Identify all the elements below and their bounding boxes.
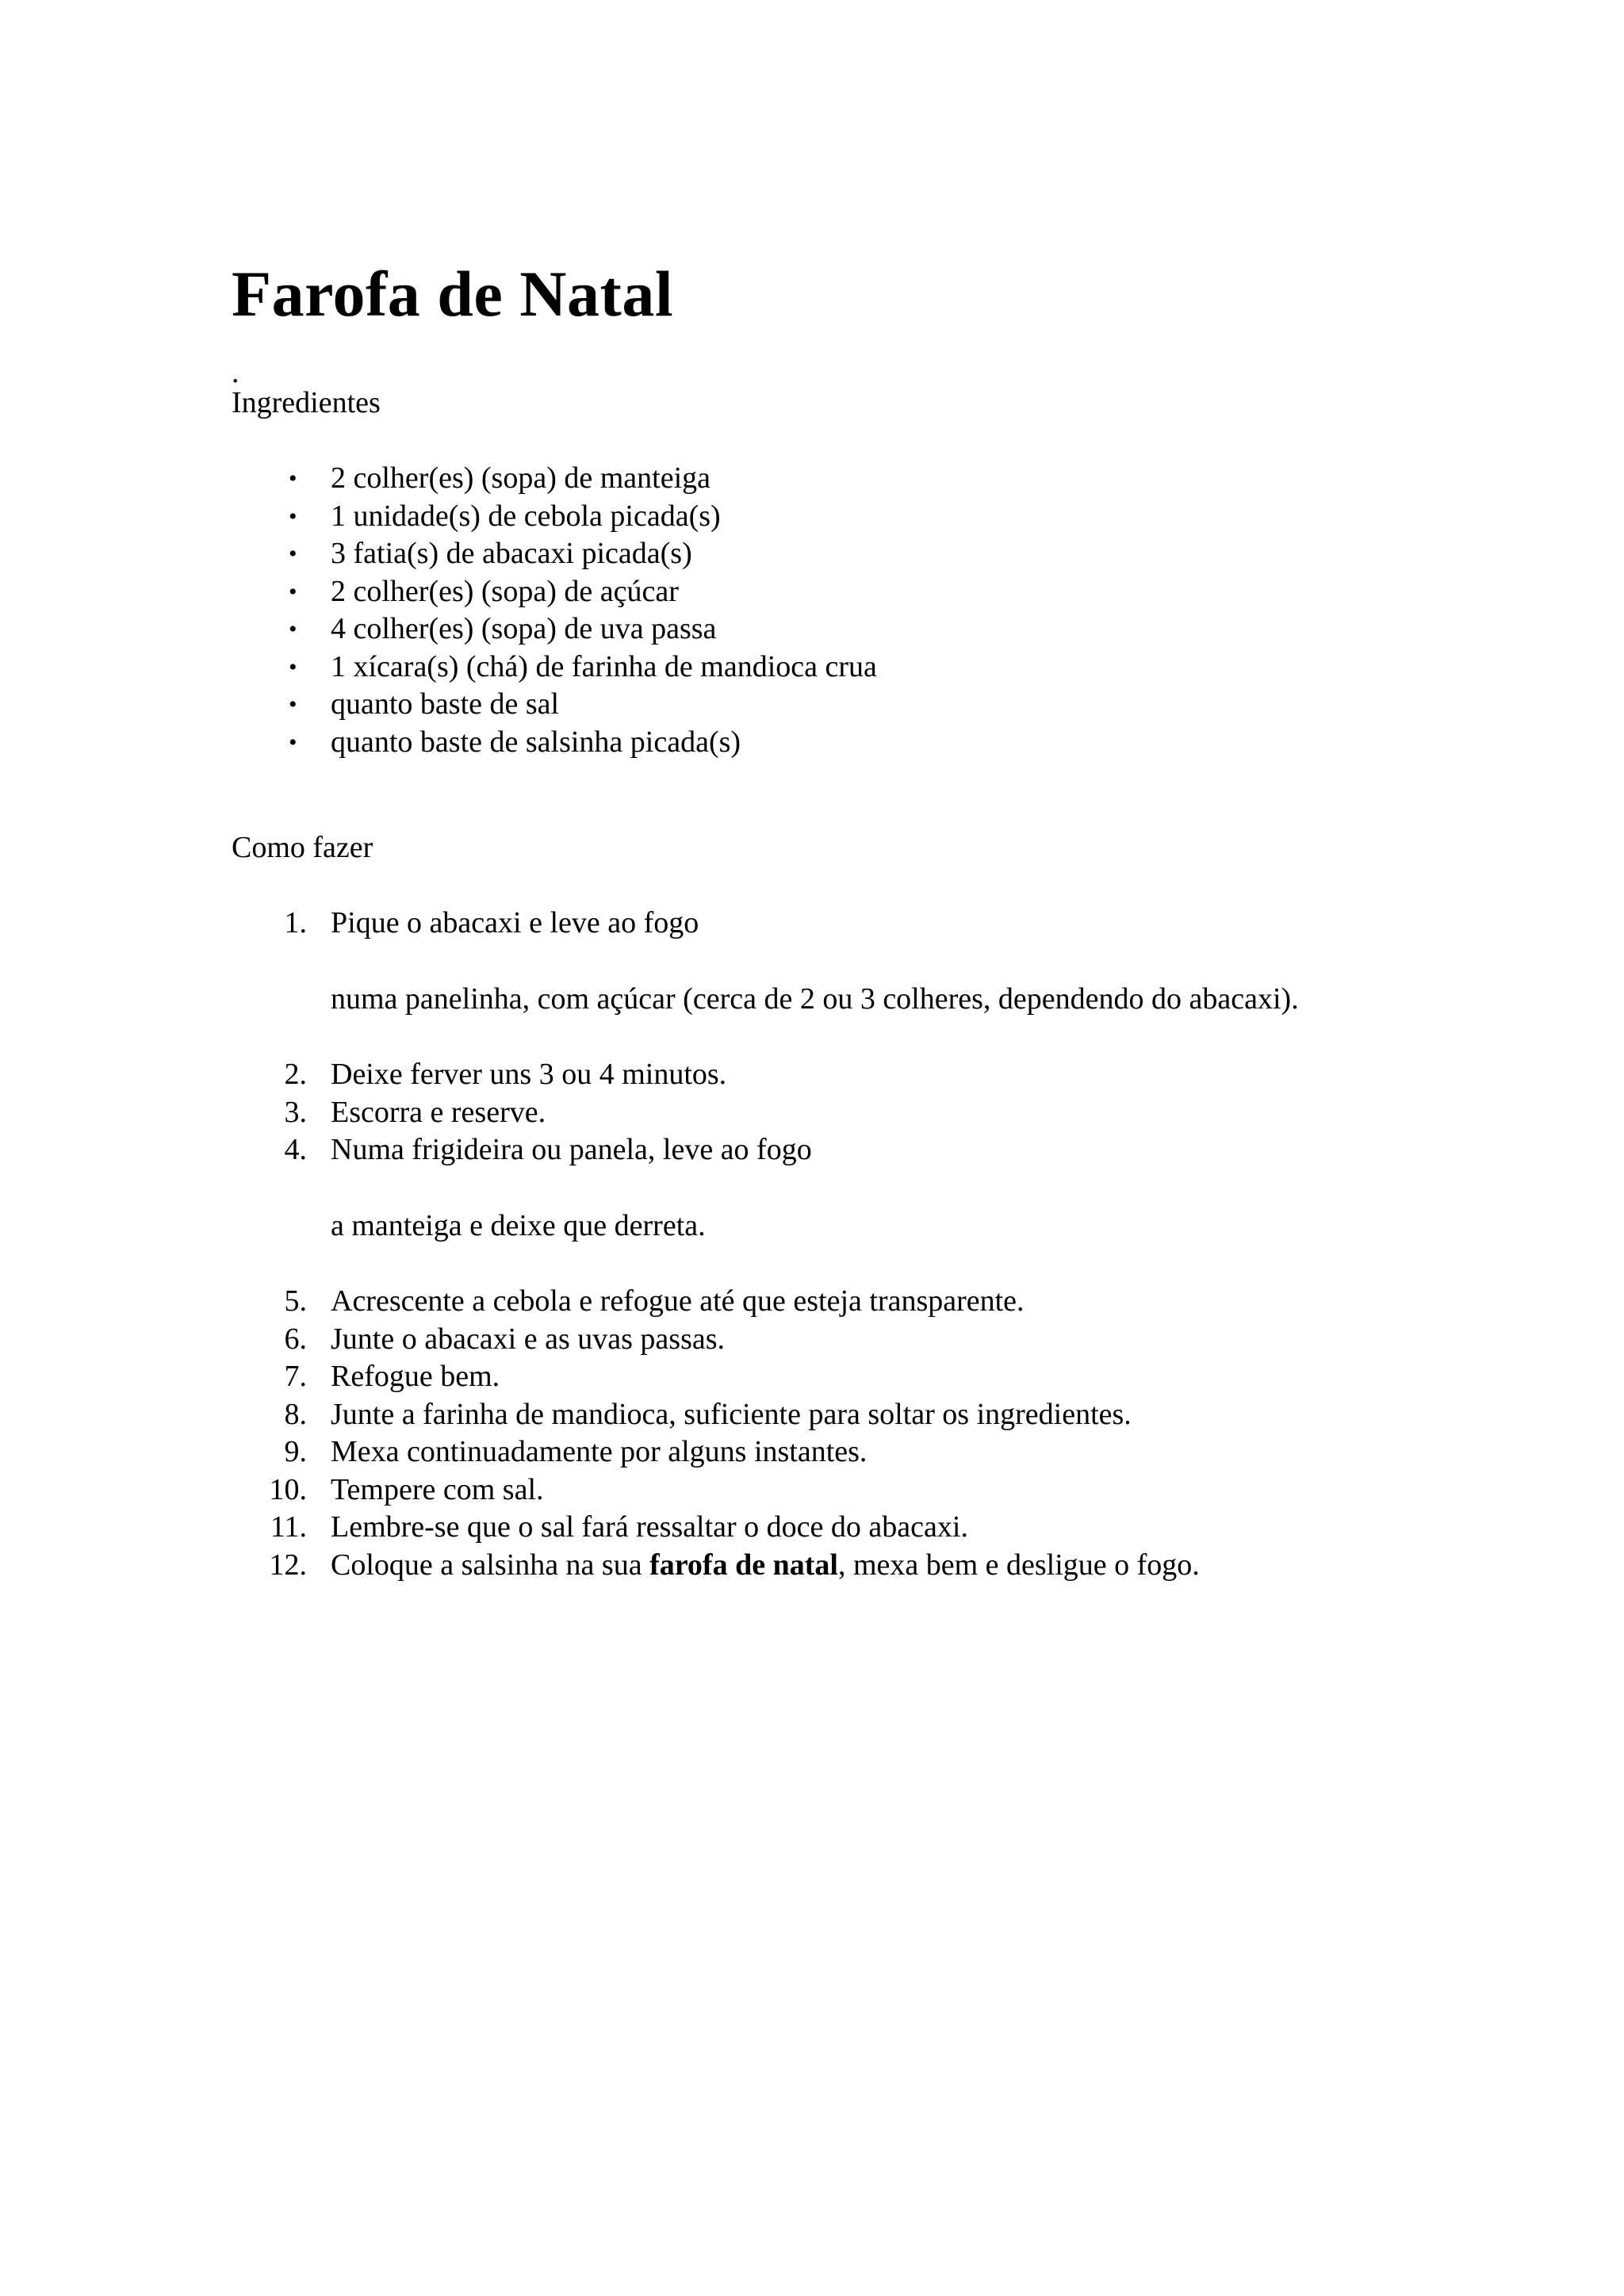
step-item (232, 905, 1421, 1018)
step-text: Escorra e reserve. (331, 1095, 546, 1129)
step-text: Junte o abacaxi e as uvas passas. (331, 1322, 726, 1356)
ingredient-item (232, 610, 1421, 649)
step-item (232, 1094, 1421, 1132)
step-text: Deixe ferver uns 3 ou 4 minutos. (331, 1058, 727, 1091)
ingredient-item (232, 686, 1421, 724)
bullet-icon: • (289, 653, 297, 680)
ingredient-text: quanto baste de sal (331, 687, 560, 721)
step-item (232, 1433, 1421, 1471)
step-item (232, 1547, 1421, 1585)
step-text: Lembre-se que o sal fará ressaltar o doce do abacaxi. (331, 1510, 968, 1544)
ingredient-text: 2 colher(es) (sopa) de manteiga (331, 461, 711, 495)
bullet-icon: • (289, 541, 297, 567)
step-number: 1. (284, 906, 307, 939)
step-number: 6. (284, 1322, 307, 1356)
step-number: 11. (270, 1510, 307, 1544)
step-number: 8. (284, 1397, 307, 1431)
ingredient-item (232, 460, 1421, 498)
step-item (232, 1321, 1421, 1359)
step-item (232, 1358, 1421, 1396)
step-text-after: , mexa bem e desligue o fogo. (837, 1548, 1200, 1582)
step-number: 10. (269, 1472, 307, 1506)
ingredient-item (232, 535, 1421, 573)
step-number: 2. (284, 1058, 307, 1091)
step-text-bold: farofa de natal (649, 1548, 838, 1582)
step-number: 4. (284, 1133, 307, 1166)
ingredient-text: 2 colher(es) (sopa) de açúcar (331, 574, 679, 608)
ingredient-item (232, 649, 1421, 687)
step-continuation: a manteiga e deixe que derreta. (331, 1208, 706, 1242)
step-text: Junte a farinha de mandioca, suficiente para soltar os ingredientes. (331, 1397, 1132, 1431)
bullet-icon: • (289, 465, 297, 492)
step-number: 9. (284, 1435, 307, 1468)
bullet-icon: • (289, 691, 297, 718)
ingredient-text: 1 xícara(s) (chá) de farinha de mandioca crua (331, 649, 877, 683)
bullet-icon: • (289, 578, 297, 605)
ingredients-heading: Ingredientes (232, 386, 381, 419)
step-continuation: numa panelinha, com açúcar (cerca de 2 ou 3 colheres, dependendo do abacaxi). (331, 982, 1299, 1016)
step-item (232, 1471, 1421, 1510)
ingredient-text: quanto baste de salsinha picada(s) (331, 725, 741, 759)
step-text: Numa frigideira ou panela, leve ao fogo (331, 1133, 812, 1166)
ingredient-item (232, 498, 1421, 536)
step-text: Pique o abacaxi e leve ao fogo (331, 906, 699, 939)
page-title: Farofa de Natal (232, 258, 674, 330)
step-number: 12. (269, 1548, 307, 1582)
step-number: 7. (284, 1360, 307, 1393)
steps-list (232, 905, 1421, 1584)
bullet-icon: • (289, 503, 297, 530)
step-item (232, 1509, 1421, 1547)
ingredient-item (232, 724, 1421, 762)
step-item (232, 1396, 1421, 1434)
ingredient-text: 3 fatia(s) de abacaxi picada(s) (331, 537, 692, 570)
step-number: 5. (284, 1284, 307, 1318)
step-item (232, 1283, 1421, 1321)
bullet-icon: • (289, 729, 297, 756)
document-page (232, 258, 1421, 1584)
step-item (232, 1131, 1421, 1245)
ingredient-text: 4 colher(es) (sopa) de uva passa (331, 612, 717, 645)
step-item (232, 1056, 1421, 1094)
step-text: Mexa continuadamente por alguns instantes. (331, 1435, 868, 1468)
ingredient-text: 1 unidade(s) de cebola picada(s) (331, 499, 721, 533)
step-text-before: Coloque a salsinha na sua (331, 1548, 650, 1582)
separator-dot: . (232, 356, 239, 389)
ingredient-item (232, 573, 1421, 611)
step-text: Tempere com sal. (331, 1472, 544, 1506)
step-number: 3. (284, 1095, 307, 1129)
bullet-icon: • (289, 616, 297, 642)
step-text: Refogue bem. (331, 1360, 500, 1393)
ingredients-list (232, 460, 1421, 761)
step-text: Acrescente a cebola e refogue até que esteja transparente. (331, 1284, 1025, 1318)
how-to-heading: Como fazer (232, 831, 373, 864)
